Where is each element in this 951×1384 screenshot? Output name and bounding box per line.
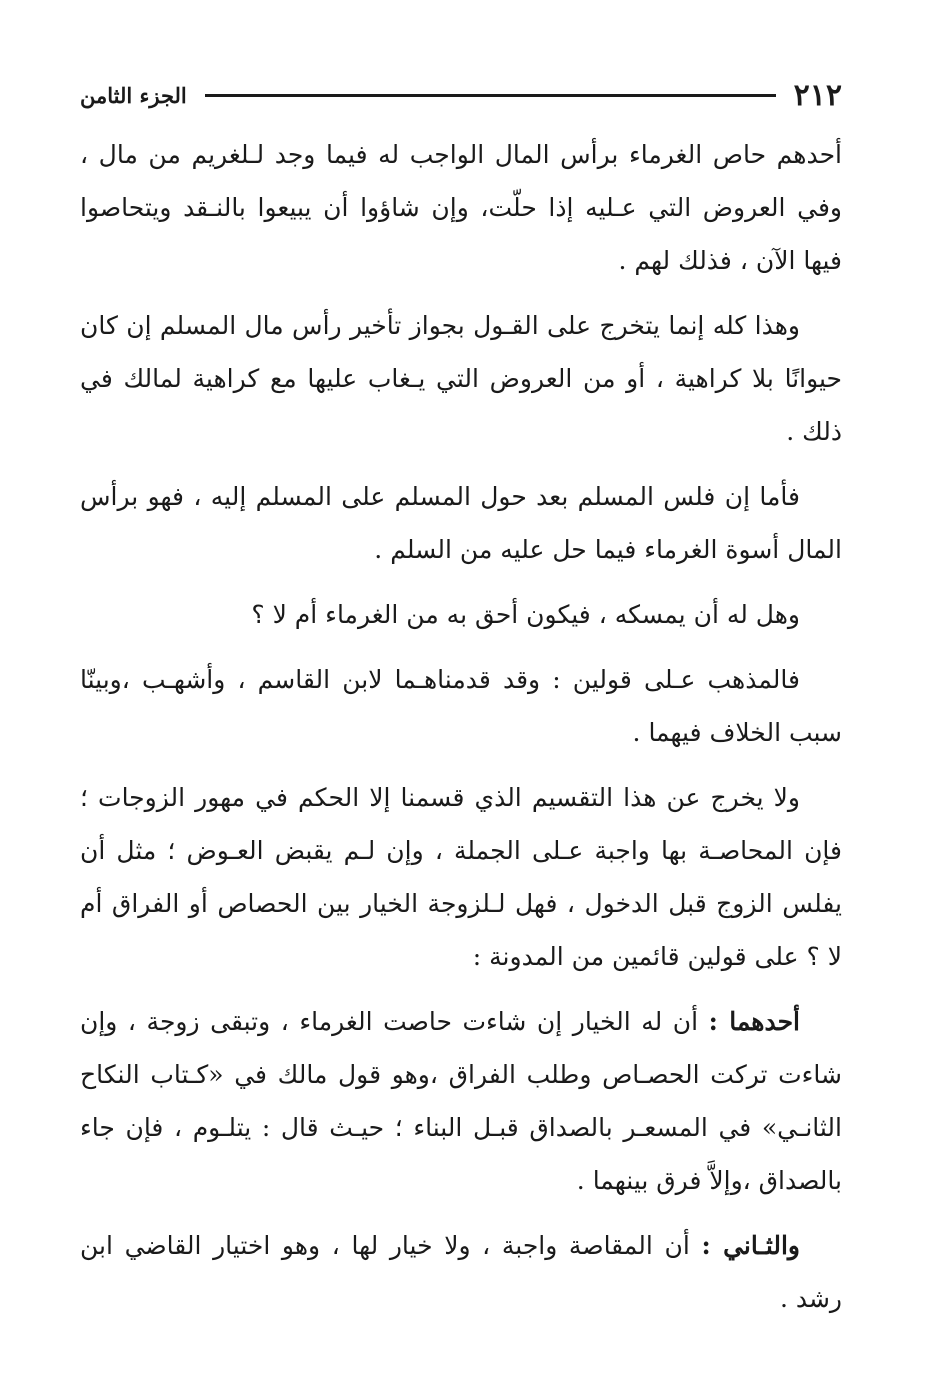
book-page [80,62,842,1337]
page-number: ٢١٢ [793,77,842,113]
paragraph-7 [80,995,842,1207]
paragraph-8 [80,1219,842,1325]
paragraph-3 [80,470,842,576]
paragraph-text: فالمذهب عـلى قولين : وقد قدمناهـما لابن القاسم ، وأشهـب ،وبينّا سبب الخلاف فيهما . [80,665,842,747]
paragraph-text: وهذا كله إنما يتخرج على القـول بجواز تأخير رأس مال المسلم إن كان حيوانًا بلا كراهية ، أو من العروض التي يـغاب عليها مع كراهية لمالك في ذلك . [80,311,842,446]
paragraph-5 [80,653,842,759]
paragraph-text: فأما إن فلس المسلم بعد حول المسلم على المسلم إليه ، فهو برأس المال أسوة الغرماء فيما حل عليه من السلم . [80,482,842,564]
paragraph-text: أن له الخيار إن شاءت حاصت الغرماء ، وتبقى زوجة ، وإن شاءت تركت الحصـاص وطلب الفراق ،وهو قول مالك في «كـتاب النكاح الثانـي» في المسعـر بالصداق قبـل البناء ؛ حيـث قال : يتلـوم ، فإن جاء بالصداق ،وإلاَّ فرق بينهما . [80,1007,842,1195]
header-rule [205,94,776,97]
paragraph-text: أحدهم حاص الغرماء برأس المال الواجب له فيما وجد لـلغريم من مال ، وفي العروض التي عـليه إذا حلّت، وإن شاؤوا أن يبيعوا بالنـقد ويتحاصوا فيها الآن ، فذلك لهم . [80,140,842,275]
paragraph-1 [80,128,842,287]
paragraph-2 [80,299,842,458]
paragraph-text: وهل له أن يمسكه ، فيكون أحق به من الغرماء أم لا ؟ [251,600,800,629]
page-body [80,128,842,1325]
paragraph-lead: أحدهما : [708,1007,800,1036]
running-head: الجزء الثامن [80,82,187,108]
paragraph-text: أن المقاصة واجبة ، ولا خيار لها ، وهو اختيار القاضي ابن رشد . [80,1231,842,1313]
page-header [80,62,842,128]
paragraph-lead: والثـاني : [701,1231,800,1260]
paragraph-4 [80,588,842,641]
paragraph-6 [80,771,842,983]
paragraph-text: ولا يخرج عن هذا التقسيم الذي قسمنا إلا الحكم في مهور الزوجات ؛ فإن المحاصـة بها واجبة عـلى الجملة ، وإن لـم يقبض العـوض ؛ مثل أن يفلس الزوج قبل الدخول ، فهل لـلزوجة الخيار بين الحصاص أو الفراق أم لا ؟ على قولين قائمين من المدونة : [80,783,842,971]
